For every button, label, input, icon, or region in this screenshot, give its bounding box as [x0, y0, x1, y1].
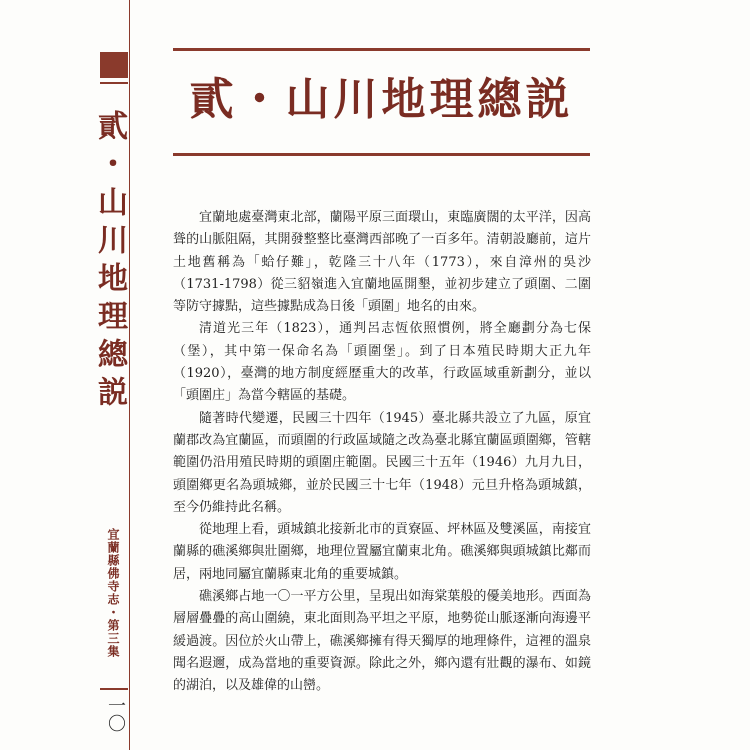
paragraph: 宜蘭地處臺灣東北部，蘭陽平原三面環山，東臨廣闊的太平洋，因高聳的山脈阻隔，其開發整整比臺灣西部晚了一百多年。清朝設廳前，這片土地舊稱為「蛤仔難」，乾隆三十八年（1773），來自漳州的吳沙（1731-1798）從三貂嶺進入宜蘭地區開墾，並初步建立了頭圍、二圍等防守據點，這些據點成為日後「頭圍」地名的由來。	[173, 210, 591, 315]
chapter-title: 貳・山川地理總説	[189, 74, 574, 125]
margin-divider	[100, 688, 128, 690]
heading-top-rule	[173, 48, 590, 51]
page-number: 一〇	[105, 696, 126, 732]
paragraph: 隨著時代變遷，民國三十四年（1945）臺北縣共設立了九區，原宜蘭郡改為宜蘭區，而頭圍的行政區域隨之改為臺北縣宜蘭區頭圍鄉，管轄範圍仍沿用殖民時期的頭圍庄範圍。民國三十五年（1946）九月九日，頭圍鄉更名為頭城鄉，並於民國三十七年（1948）元旦升格為頭城鎮，至今仍維持此名稱。	[173, 410, 591, 515]
paragraph: 從地理上看，頭城鎮北接新北市的貢寮區、坪林區及雙溪區，南接宜蘭縣的礁溪鄉與壯圍鄉，地理位置屬宜蘭東北角。礁溪鄉與頭城鎮比鄰而居，兩地同屬宜蘭縣東北角的重要城鎮。	[173, 522, 591, 582]
margin-accent-line	[100, 82, 128, 84]
paragraph: 礁溪鄉占地一〇一平方公里，呈現出如海棠葉般的優美地形。西面為層層疊疊的高山圍繞，東北面則為平坦之平原，地勢從山脈逐漸向海邊平緩過渡。因位於火山帶上，礁溪鄉擁有得天獨厚的地理條件，這裡的溫泉聞名遐邇，成為當地的重要資源。除此之外，鄉內還有壯觀的瀑布、如鏡的湖泊，以及雄偉的山巒。	[173, 589, 591, 694]
margin-chapter-title: 貳・山川地理總説	[92, 110, 127, 414]
heading-bottom-rule	[173, 153, 590, 156]
body-text	[173, 207, 591, 698]
paragraph: 清道光三年（1823），通判呂志恆依照慣例，將全廳劃分為七保（堡），其中第一保命名為「頭圍堡」。到了日本殖民時期大正九年（1920），臺灣的地方制度經歷重大的改革，行政區域重新劃分，並以「頭圍庄」為當今轄區的基礎。	[173, 321, 591, 404]
margin-color-block	[100, 52, 128, 78]
margin-series-title: 宜蘭縣佛寺志・第三集	[106, 528, 120, 658]
